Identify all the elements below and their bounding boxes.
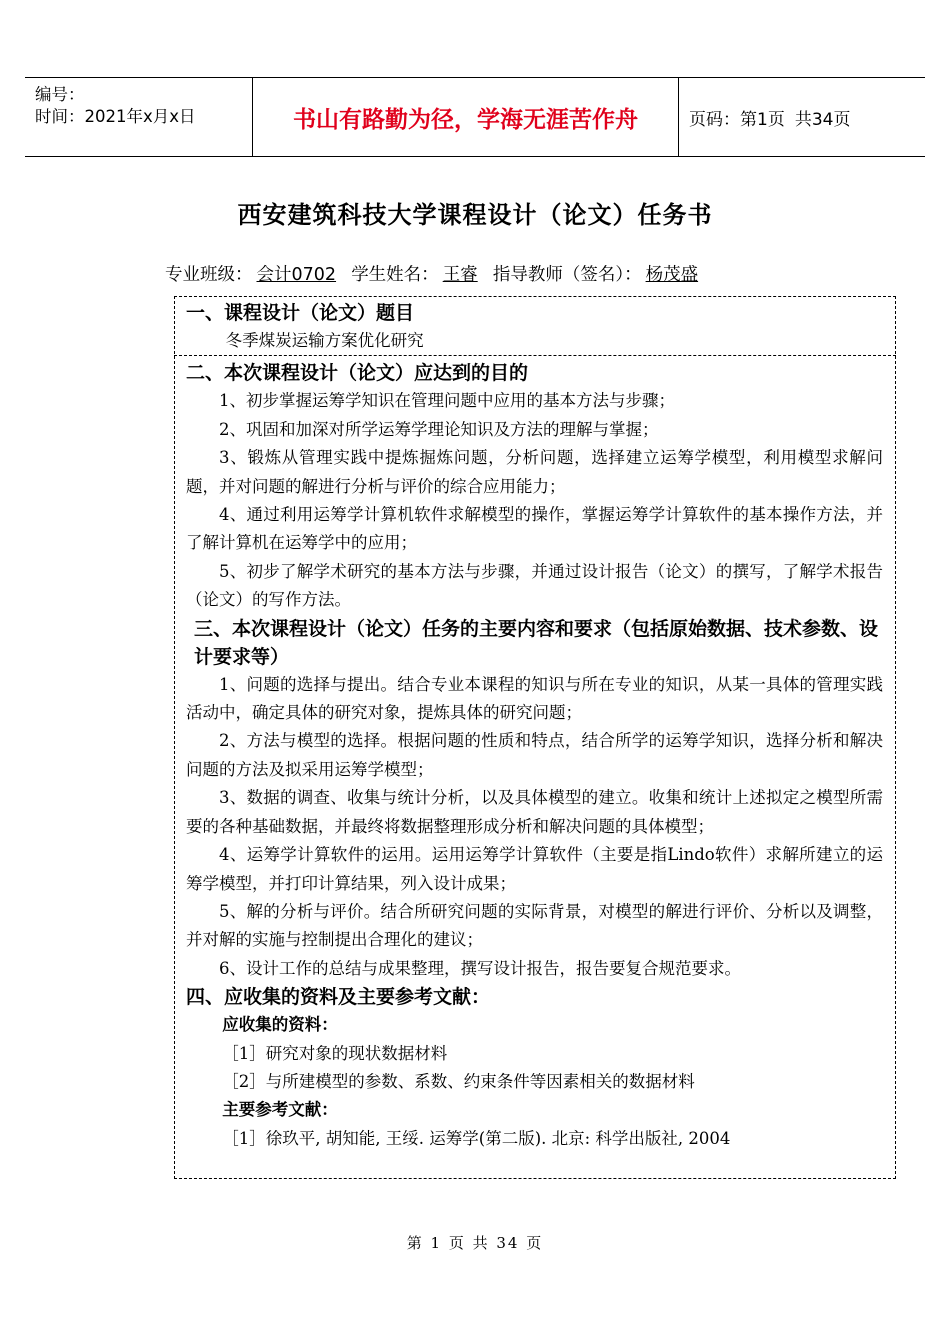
teacher-value: 杨茂盛 xyxy=(645,265,699,285)
student-info xyxy=(165,261,702,286)
task-content xyxy=(186,299,883,1153)
section3-item: 5、解的分析与评价。结合所研究问题的实际背景，对模型的解进行评价、分析以及调整，并对解的实施与控制提出合理化的建议； xyxy=(186,901,883,950)
class-label: 专业班级： xyxy=(165,265,253,285)
section3-item: 6、设计工作的总结与成果整理，撰写设计报告，报告要复合规范要求。 xyxy=(219,958,741,978)
material-item: ［2］与所建模型的参数、系数、约束条件等因素相关的数据材料 xyxy=(222,1071,695,1091)
section1-heading: 一、课程设计（论文）题目 xyxy=(186,302,415,324)
section3-heading: 三、本次课程设计（论文）任务的主要内容和要求（包括原始数据、技术参数、设计要求等） xyxy=(194,617,879,668)
page-header xyxy=(25,77,925,157)
section2-item: 2、巩固和加深对所学运筹学理论知识及方法的理解与掌握； xyxy=(219,419,659,439)
class-value: 会计0702 xyxy=(256,265,337,285)
section3-item: 4、运筹学计算软件的运用。运用运筹学计算软件（主要是指Lindo软件）求解所建立的运筹学模型，并打印计算结果，列入设计成果； xyxy=(186,845,883,893)
document-title: 西安建筑科技大学课程设计（论文）任务书 xyxy=(237,200,713,229)
header-meta xyxy=(25,78,253,156)
page-label: 页码：第1页 xyxy=(689,109,785,130)
section3-item: 3、数据的调查、收集与统计分析，以及具体模型的建立。收集和统计上述拟定之模型所需要的各种基础数据，并最终将数据整理形成分析和解决问题的具体模型； xyxy=(186,788,883,836)
section2-heading: 二、本次课程设计（论文）应达到的目的 xyxy=(186,362,529,385)
page-footer: 第 1 页 共 34 页 xyxy=(406,1234,544,1252)
section3-item: 2、方法与模型的选择。根据问题的性质和特点，结合所学的运筹学知识，选择分析和解决问题的方法及拟采用运筹学模型； xyxy=(186,731,883,779)
section1-topic: 冬季煤炭运输方案优化研究 xyxy=(225,331,424,350)
reference-item: ［1］徐玖平, 胡知能, 王绥. 运筹学(第二版). 北京: 科学出版社, 2004 xyxy=(222,1128,731,1148)
section2-item: 1、初步掌握运筹学知识在管理问题中应用的基本方法与步骤； xyxy=(219,391,675,411)
student-value: 王睿 xyxy=(442,265,478,285)
section4-heading: 四、应收集的资料及主要参考文献： xyxy=(186,986,491,1009)
refs-label: 主要参考文献： xyxy=(222,1100,338,1120)
teacher-label: 指导教师（签名）： xyxy=(492,265,642,285)
material-item: ［1］研究对象的现状数据材料 xyxy=(222,1043,448,1063)
number-label: 编号： xyxy=(35,85,85,104)
section2-item: 5、初步了解学术研究的基本方法与步骤，并通过设计报告（论文）的撰写，了解学术报告（论文）的写作方法。 xyxy=(186,561,883,610)
section3-item: 1、问题的选择与提出。结合专业本课程的知识与所在专业的知识，从某一具体的管理实践活动中，确定具体的研究对象，提炼具体的研究问题； xyxy=(186,674,883,723)
section2-item: 3、锻炼从管理实践中提炼掘炼问题，分析问题，选择建立运筹学模型，利用模型求解问题，并对问题的解进行分析与评价的综合应用能力； xyxy=(186,448,883,496)
student-label: 学生姓名： xyxy=(351,265,439,285)
header-page-info xyxy=(679,78,925,156)
header-slogan: 书山有路勤为径，学海无涯苦作舟 xyxy=(253,78,679,156)
materials-label: 应收集的资料： xyxy=(222,1015,338,1035)
section2-item: 4、通过利用运筹学计算机软件求解模型的操作，掌握运筹学计算软件的基本操作方法，并了解计算机在运筹学中的应用； xyxy=(186,505,883,553)
total-label: 共34页 xyxy=(794,109,851,130)
time-label: 时间：2021年x月x日 xyxy=(35,107,196,126)
